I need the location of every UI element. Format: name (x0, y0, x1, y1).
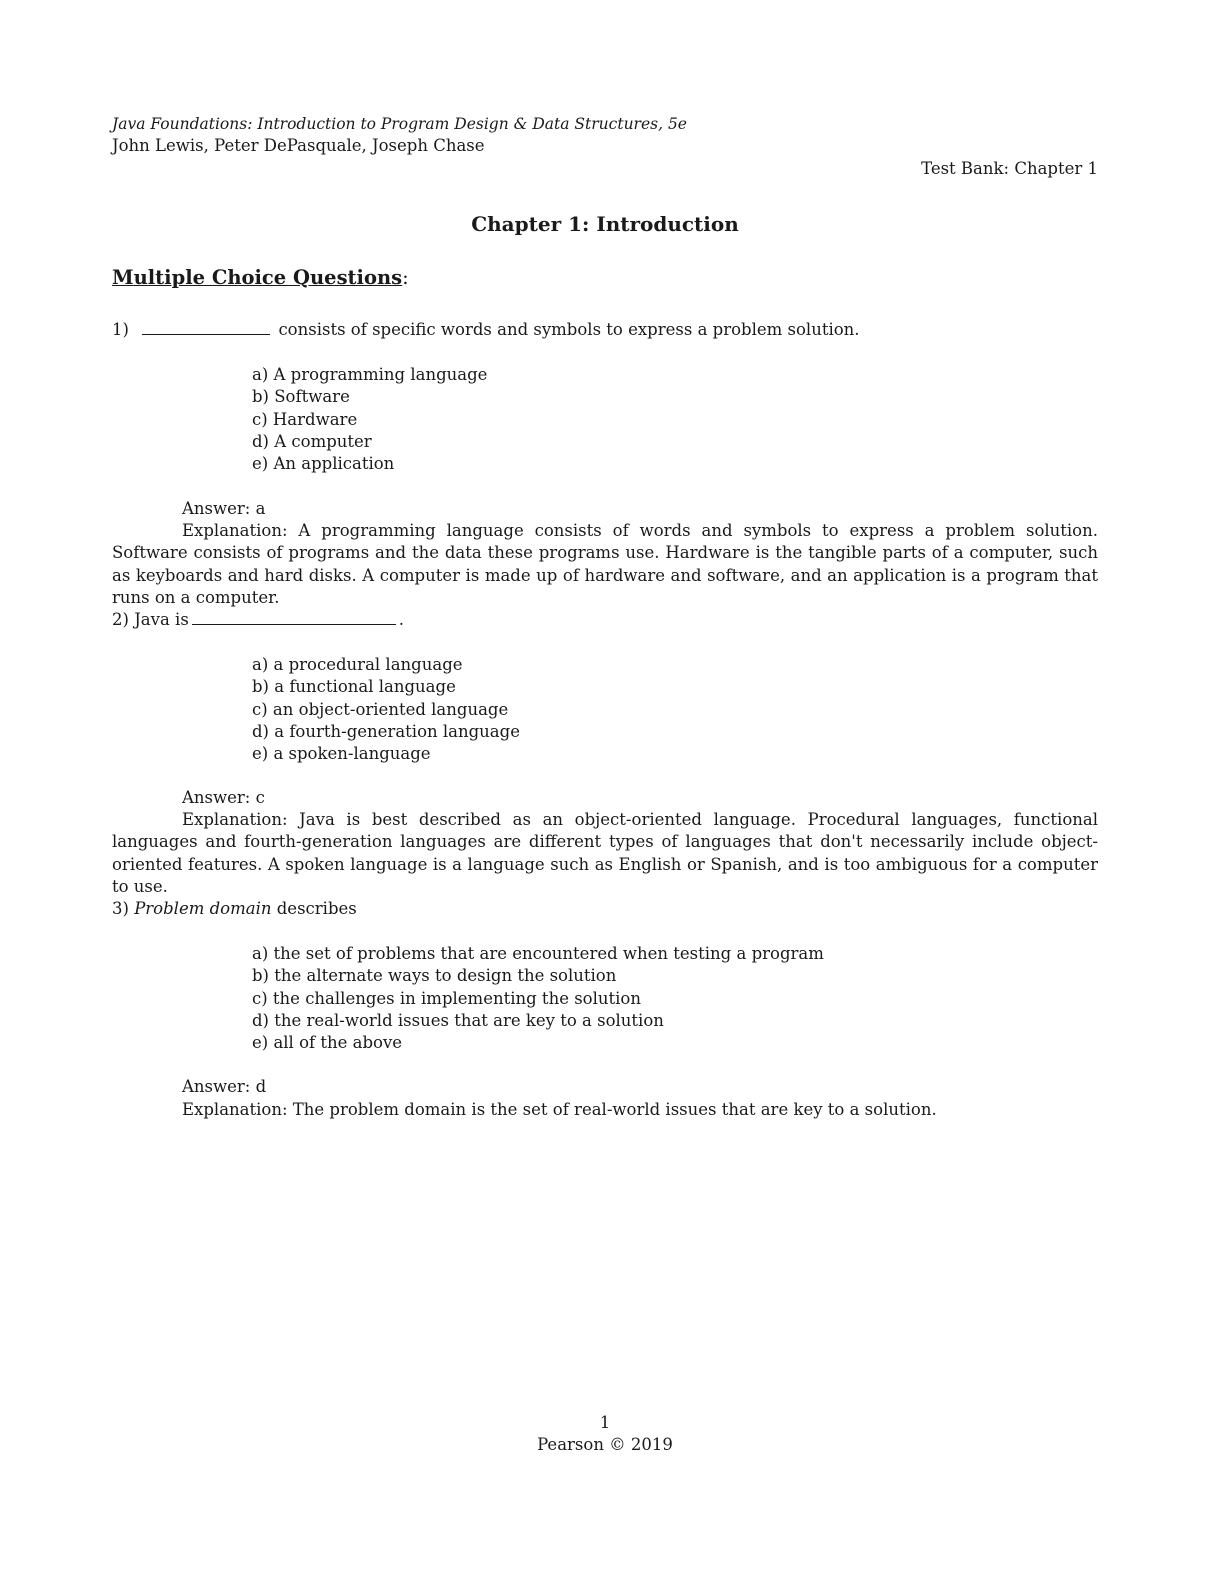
option: a) A programming language (252, 365, 488, 384)
section-heading (112, 267, 409, 289)
answer-blank (142, 319, 270, 335)
question-3-options (252, 943, 824, 1054)
question-1-stem (112, 319, 860, 341)
option: c) an object-oriented language (252, 699, 509, 719)
question-1-answer: Answer: a (182, 499, 266, 518)
question-1-options (252, 364, 487, 475)
question-2-answer: Answer: c (182, 788, 265, 807)
option: e) all of the above (252, 1033, 403, 1053)
option: b) a functional language (252, 677, 456, 697)
copyright: Pearson © 2019 (537, 1435, 673, 1454)
option: c) the challenges in implementing the solution (252, 988, 641, 1008)
question-number: 1) (112, 320, 129, 339)
option: e) a spoken-language (252, 744, 431, 764)
option: b) the alternate ways to design the solution (252, 966, 617, 986)
section-heading-text: Multiple Choice Questions (112, 266, 403, 289)
option: a) the set of problems that are encountered when testing a program (252, 944, 824, 963)
question-2-explanation: Explanation: Java is best described as an object-oriented language. Procedural languages, functional languages and fourth-generation languages are different types of languages that don't necessarily include object-oriented features. A spoken language is a language such as English or Spanish, and is too ambiguous for a computer to use. (112, 810, 1098, 896)
option: b) Software (252, 387, 350, 407)
page-number: 1 (599, 1413, 611, 1432)
authors: John Lewis, Peter DePasquale, Joseph Chase (112, 136, 485, 155)
question-3-stem (112, 898, 357, 920)
question-3-answer: Answer: d (182, 1077, 267, 1096)
question-text-end: . (398, 610, 405, 629)
question-number: 3) (112, 899, 129, 918)
question-3-explanation: Explanation: The problem domain is the set of real-world issues that are key to a solution. (182, 1100, 937, 1119)
question-2-stem (112, 609, 404, 631)
option: d) the real-world issues that are key to a solution (252, 1010, 664, 1030)
question-1-explanation: Explanation: A programming language consists of words and symbols to express a problem solution. Software consists of programs and the data these programs use. Hardware is the tangible parts of a computer, such as keyboards and hard disks. A computer is made up of hardware and software, and an application is a program that runs on a computer. (112, 521, 1098, 607)
question-text: consists of specific words and symbols to express a problem solution. (278, 320, 860, 339)
option: c) Hardware (252, 409, 358, 429)
question-text: Java is (134, 610, 189, 629)
question-term: Problem domain (134, 899, 272, 918)
chapter-title: Chapter 1: Introduction (471, 212, 739, 236)
option: d) A computer (252, 431, 372, 451)
question-number: 2) (112, 610, 129, 629)
book-title: Java Foundations: Introduction to Program Design & Data Structures, 5e (112, 115, 687, 133)
question-text: describes (276, 899, 357, 918)
question-2-options (252, 654, 520, 765)
section-heading-colon: : (402, 266, 409, 289)
test-bank-label: Test Bank: Chapter 1 (921, 159, 1098, 178)
option: a) a procedural language (252, 655, 463, 674)
option: d) a fourth-generation language (252, 721, 520, 741)
answer-blank (192, 609, 396, 625)
option: e) An application (252, 454, 395, 474)
